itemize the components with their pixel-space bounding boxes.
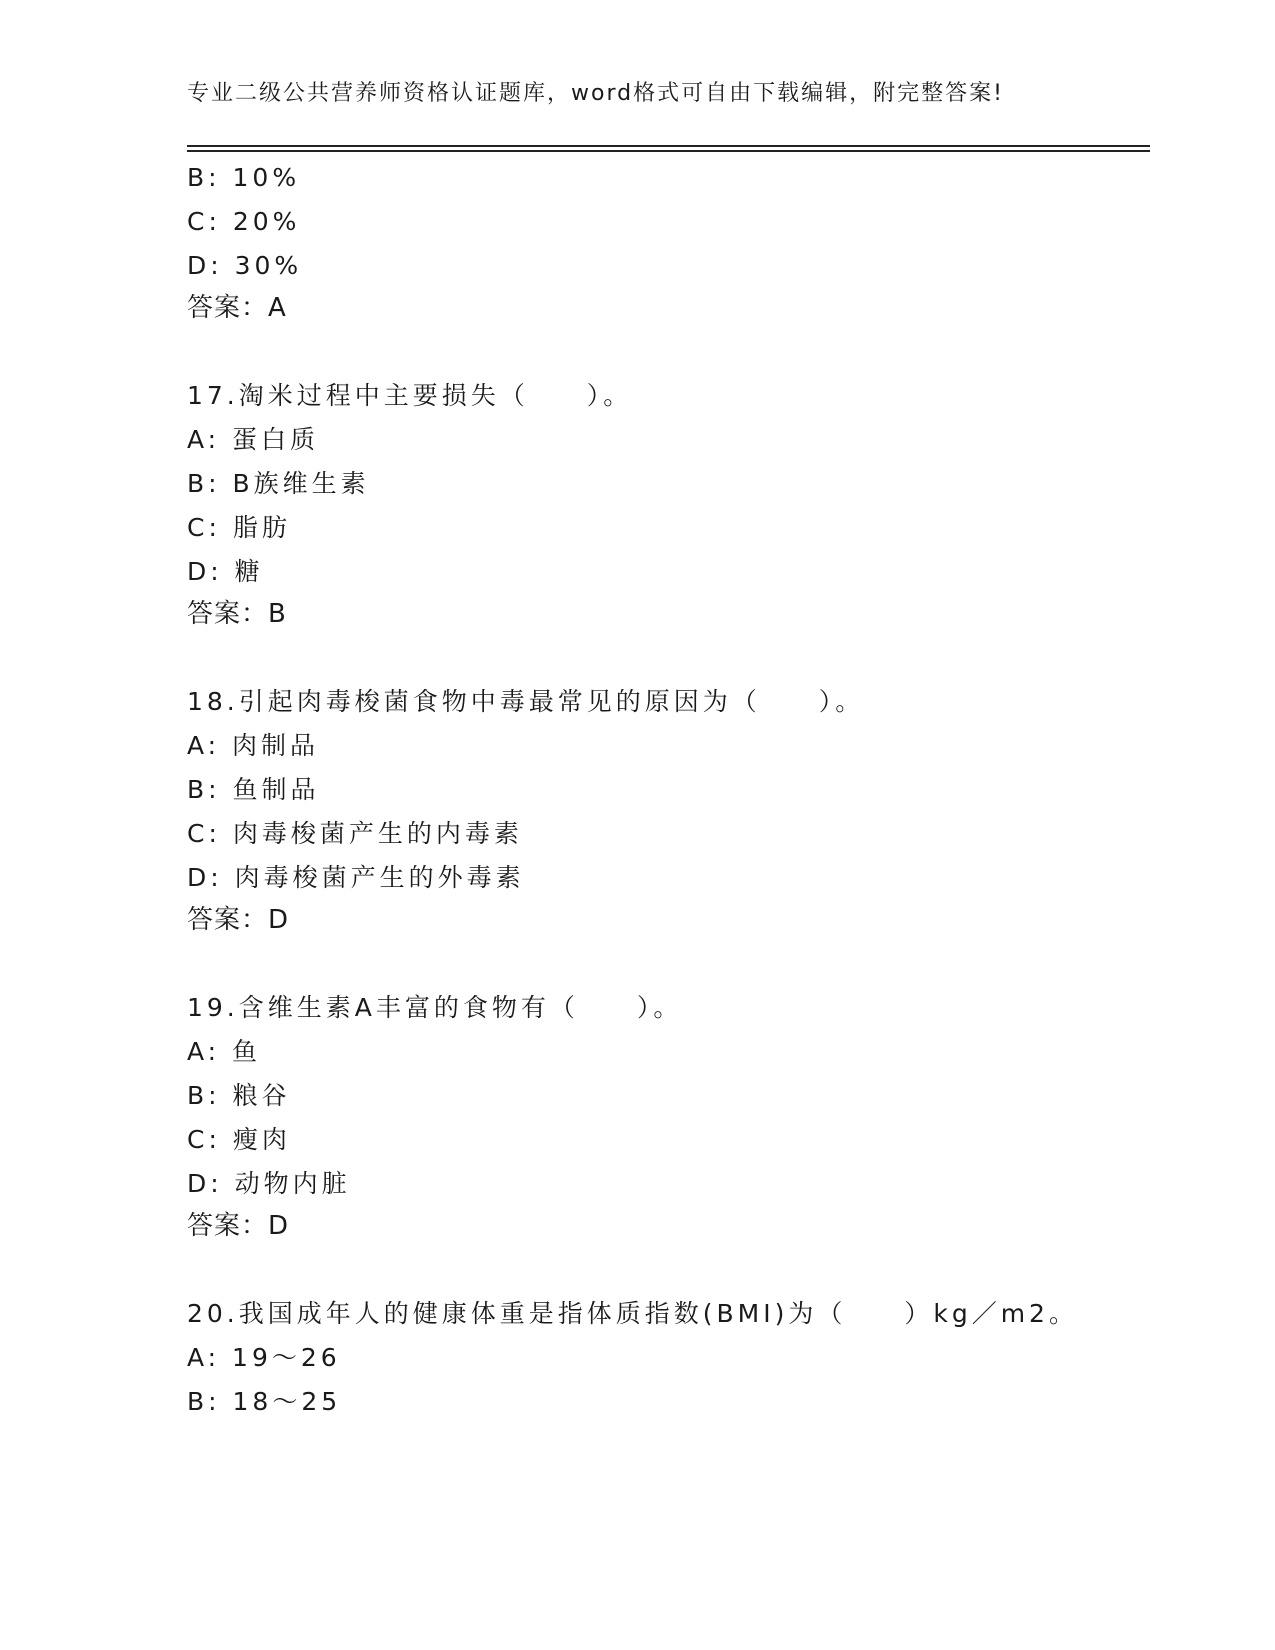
option-d: D: 肉毒梭菌产生的外毒素 xyxy=(187,863,525,892)
option-c: C: 脂肪 xyxy=(187,513,291,542)
option-a: A: 肉制品 xyxy=(187,731,320,760)
option-d: D: 糖 xyxy=(187,557,264,586)
option-a: A: 19～26 xyxy=(187,1343,341,1372)
option-d: D: 动物内脏 xyxy=(187,1169,351,1198)
question-stem: 19.含维生素A丰富的食物有（ ）。 xyxy=(187,993,683,1022)
answer-line: 答案：D xyxy=(187,905,290,935)
option-b: B: 粮谷 xyxy=(187,1081,291,1110)
question-stem: 17.淘米过程中主要损失（ ）。 xyxy=(187,381,633,410)
option-b: B: B族维生素 xyxy=(187,469,370,498)
header-rule-top xyxy=(187,145,1150,147)
option-a: A: 鱼 xyxy=(187,1037,262,1066)
answer-line: 答案：D xyxy=(187,1211,290,1241)
question-stem: 18.引起肉毒梭菌食物中毒最常见的原因为（ ）。 xyxy=(187,687,865,716)
option-c: C: 肉毒梭菌产生的内毒素 xyxy=(187,819,523,848)
page-header: 专业二级公共营养师资格认证题库，word格式可自由下载编辑，附完整答案! xyxy=(187,81,1004,106)
option-c: C: 20% xyxy=(187,207,301,236)
option-b: B: 10% xyxy=(187,163,301,192)
option-b: B: 鱼制品 xyxy=(187,775,320,804)
answer-line: 答案：A xyxy=(187,293,287,323)
option-c: C: 瘦肉 xyxy=(187,1125,291,1154)
header-rule-bottom xyxy=(187,150,1150,152)
option-a: A: 蛋白质 xyxy=(187,425,320,454)
question-stem: 20.我国成年人的健康体重是指体质指数(BMI)为（ ）kg／m2。 xyxy=(187,1299,1078,1328)
answer-line: 答案：B xyxy=(187,599,287,629)
option-b: B: 18～25 xyxy=(187,1387,342,1416)
option-d: D: 30% xyxy=(187,251,303,280)
